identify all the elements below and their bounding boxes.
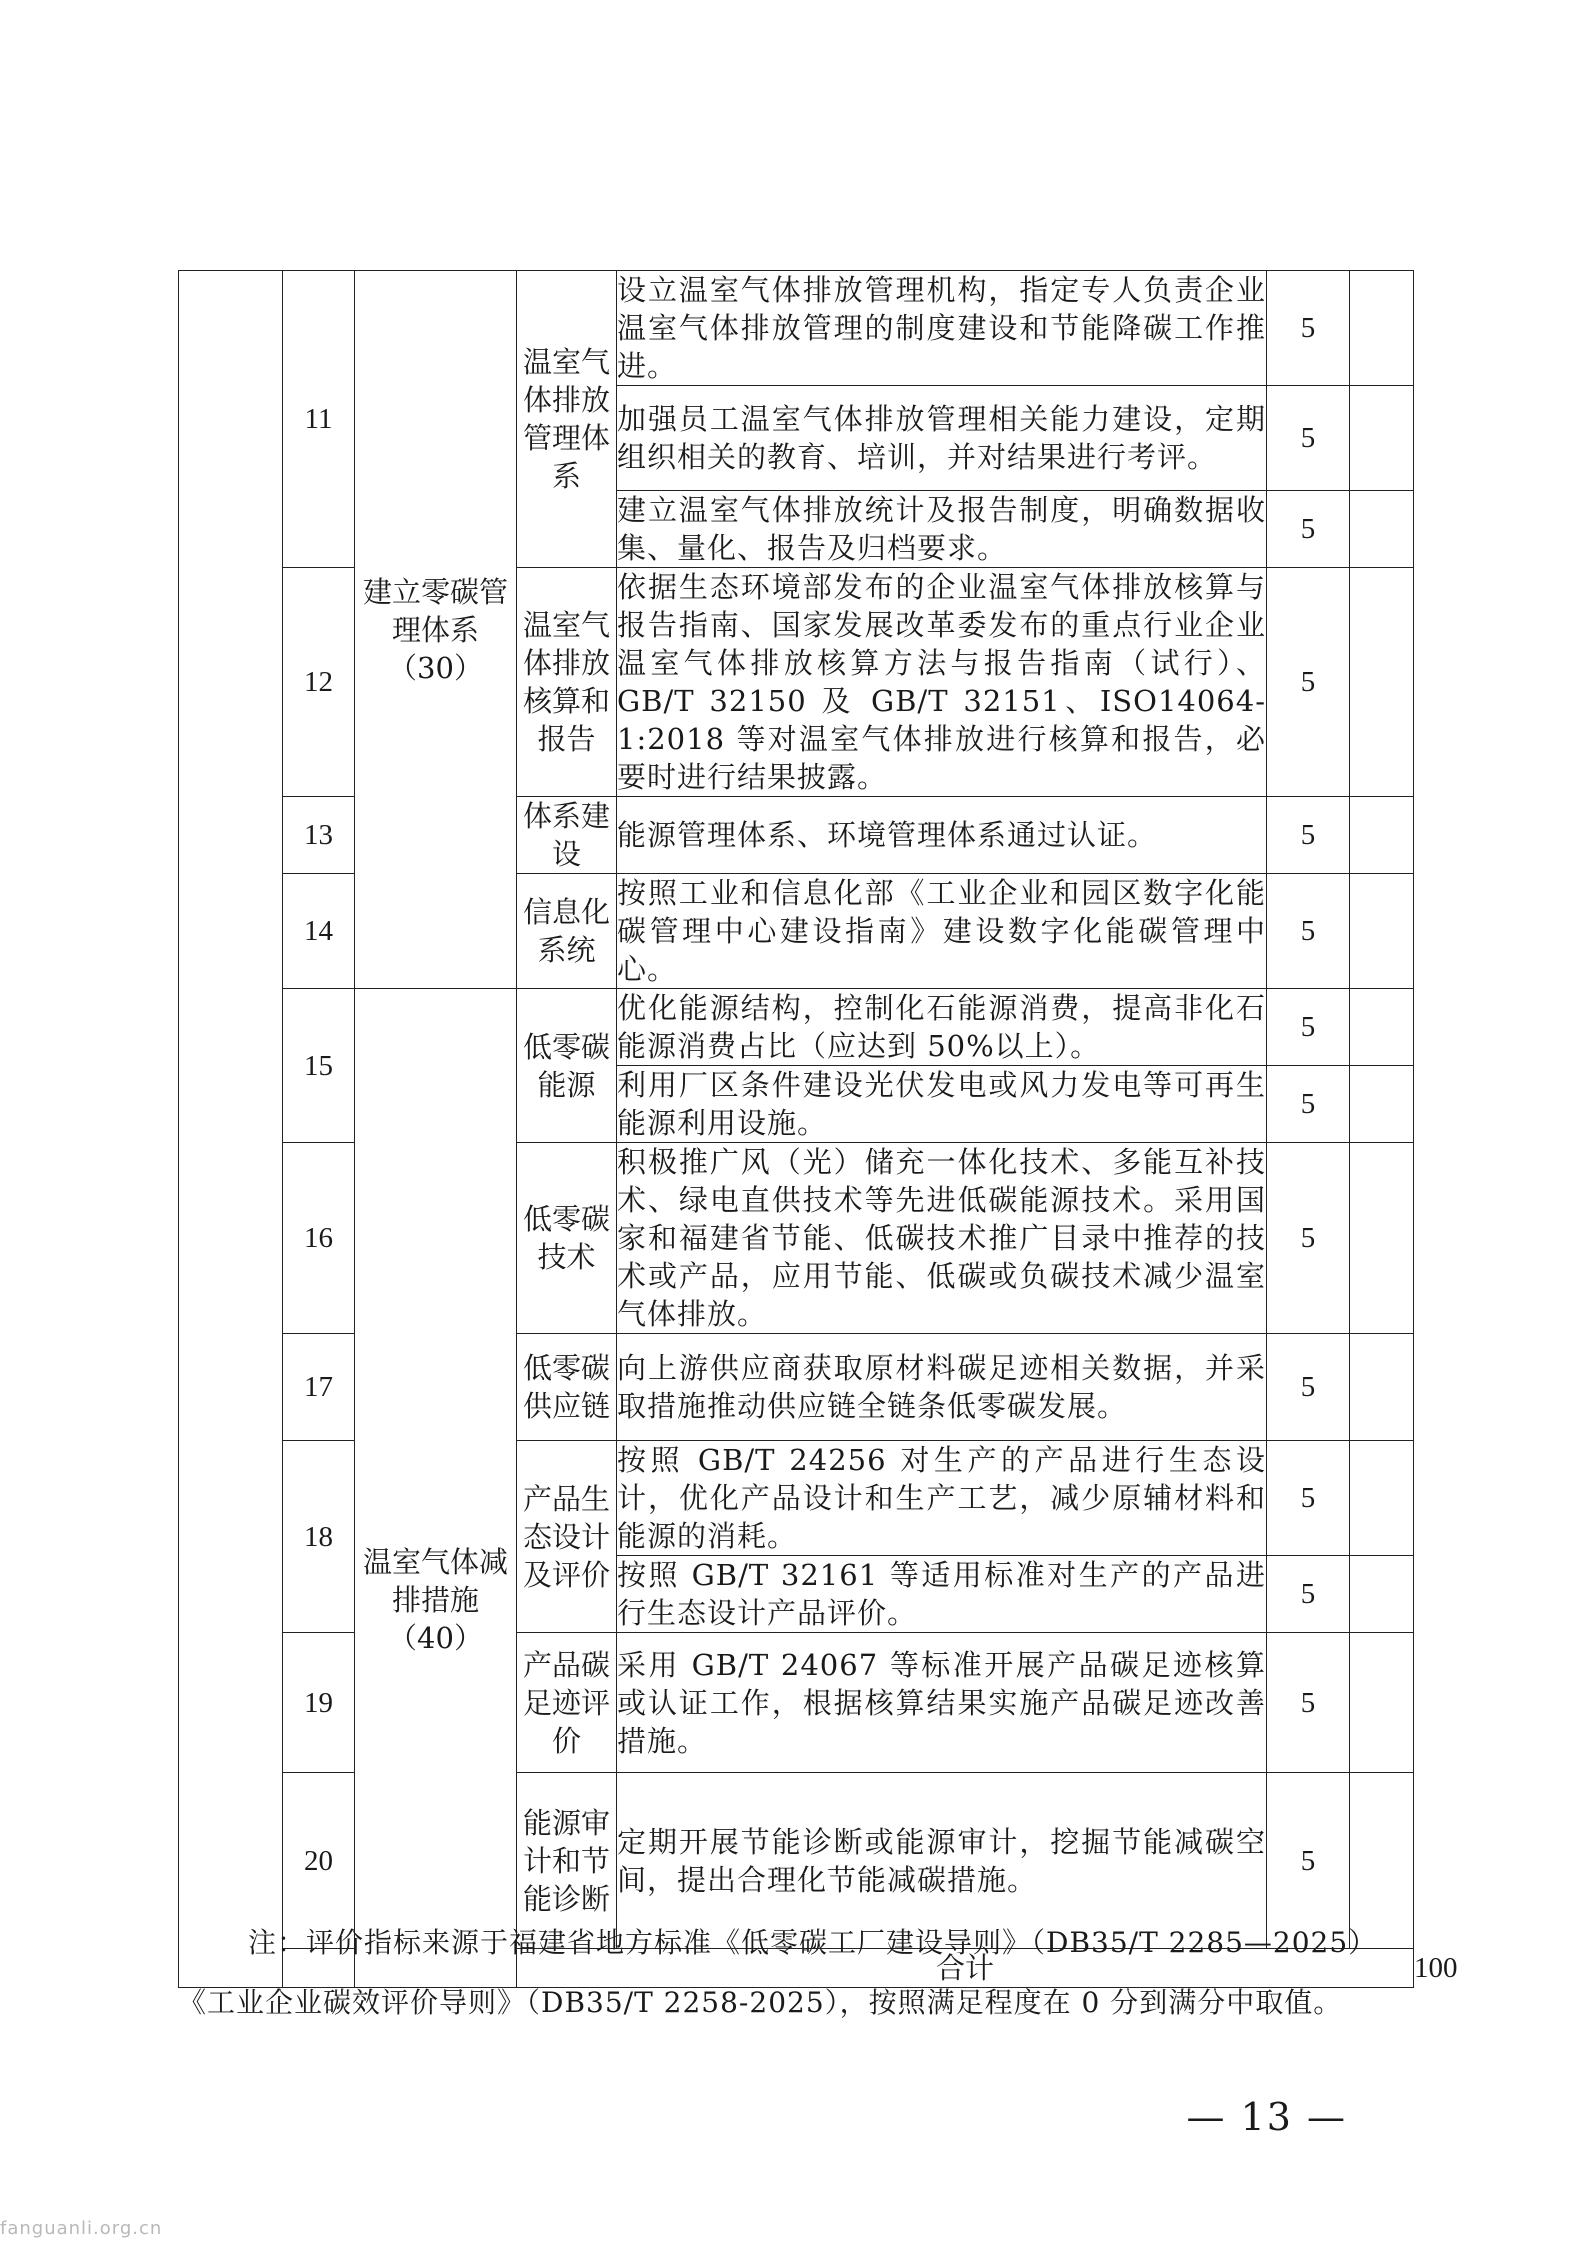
row-number: 11 bbox=[283, 271, 355, 568]
subcategory: 低零碳技术 bbox=[517, 1143, 617, 1334]
subcategory: 产品碳足迹评价 bbox=[517, 1633, 617, 1773]
blank-first-column bbox=[179, 271, 283, 1988]
score: 5 bbox=[1267, 386, 1350, 491]
requirement: 采用 GB/T 24067 等标准开展产品碳足迹核算或认证工作，根据核算结果实施产品碳足迹改善措施。 bbox=[617, 1633, 1267, 1773]
score: 5 bbox=[1267, 989, 1350, 1066]
requirement: 优化能源结构，控制化石能源消费，提高非化石能源消费占比（应达到 50%以上）。 bbox=[617, 989, 1267, 1066]
score: 5 bbox=[1267, 568, 1350, 797]
subcategory: 信息化系统 bbox=[517, 874, 617, 989]
requirement: 利用厂区条件建设光伏发电或风力发电等可再生能源利用设施。 bbox=[617, 1066, 1267, 1143]
blank-cell bbox=[1350, 1066, 1414, 1143]
footnote: 注：评价指标来源于福建省地方标准《低零碳工厂建设导则》（DB35/T 2285—2025）《工业企业碳效评价导则》（DB35/T 2258-2025），按照满足程度在 0 分到满分中取值。 bbox=[178, 1926, 1378, 2019]
blank-cell bbox=[1350, 1556, 1414, 1633]
row-number: 12 bbox=[283, 568, 355, 797]
requirement: 按照工业和信息化部《工业企业和园区数字化能碳管理中心建设指南》建设数字化能碳管理中心。 bbox=[617, 874, 1267, 989]
score: 5 bbox=[1267, 1773, 1350, 1949]
category-reduction: 温室气体减排措施（40） bbox=[355, 989, 517, 1988]
requirement: 向上游供应商获取原材料碳足迹相关数据，并采取措施推动供应链全链条低零碳发展。 bbox=[617, 1334, 1267, 1441]
blank-cell bbox=[1350, 1633, 1414, 1773]
blank-cell bbox=[1350, 271, 1414, 386]
row-number: 14 bbox=[283, 874, 355, 989]
score: 5 bbox=[1267, 1143, 1350, 1334]
requirement: 加强员工温室气体排放管理相关能力建设，定期组织相关的教育、培训，并对结果进行考评。 bbox=[617, 386, 1267, 491]
blank-cell bbox=[1350, 1441, 1414, 1556]
blank-cell bbox=[1350, 1334, 1414, 1441]
subcategory: 能源审计和节能诊断 bbox=[517, 1773, 617, 1949]
total-row: 合计 100 bbox=[179, 1949, 1414, 1988]
watermark: fanguanli.org.cn bbox=[0, 2218, 163, 2239]
page-number: — 13 — bbox=[1186, 2095, 1347, 2139]
subcategory: 产品生态设计及评价 bbox=[517, 1441, 617, 1633]
blank-cell bbox=[1350, 386, 1414, 491]
blank-cell bbox=[1350, 491, 1414, 568]
blank-cell bbox=[1350, 874, 1414, 989]
row-number: 17 bbox=[283, 1334, 355, 1441]
row-number: 19 bbox=[283, 1633, 355, 1773]
requirement: 定期开展节能诊断或能源审计，挖掘节能减碳空间，提出合理化节能减碳措施。 bbox=[617, 1773, 1267, 1949]
score: 5 bbox=[1267, 797, 1350, 874]
row-number: 15 bbox=[283, 989, 355, 1143]
evaluation-table bbox=[178, 270, 1458, 1988]
requirement: 按照 GB/T 24256 对生产的产品进行生态设计，优化产品设计和生产工艺，减少原辅材料和能源的消耗。 bbox=[617, 1441, 1267, 1556]
score: 5 bbox=[1267, 1441, 1350, 1556]
row-number: 20 bbox=[283, 1773, 355, 1949]
score: 5 bbox=[1267, 271, 1350, 386]
score: 5 bbox=[1267, 874, 1350, 989]
requirement: 积极推广风（光）储充一体化技术、多能互补技术、绿电直供技术等先进低碳能源技术。采用国家和福建省节能、低碳技术推广目录中推荐的技术或产品，应用节能、低碳或负碳技术减少温室气体排放。 bbox=[617, 1143, 1267, 1334]
score: 5 bbox=[1267, 1633, 1350, 1773]
requirement: 建立温室气体排放统计及报告制度，明确数据收集、量化、报告及归档要求。 bbox=[617, 491, 1267, 568]
blank-cell bbox=[1350, 797, 1414, 874]
row-number: 13 bbox=[283, 797, 355, 874]
category-management: 建立零碳管理体系（30） bbox=[355, 271, 517, 989]
blank-cell bbox=[1350, 989, 1414, 1066]
subcategory: 低零碳能源 bbox=[517, 989, 617, 1143]
table-row bbox=[179, 989, 1414, 1066]
score: 5 bbox=[1267, 491, 1350, 568]
blank-cell bbox=[1350, 1143, 1414, 1334]
subcategory: 温室气体排放核算和报告 bbox=[517, 568, 617, 797]
row-number: 16 bbox=[283, 1143, 355, 1334]
score: 5 bbox=[1267, 1066, 1350, 1143]
table-row bbox=[179, 271, 1414, 386]
subcategory: 体系建设 bbox=[517, 797, 617, 874]
blank-cell bbox=[1350, 568, 1414, 797]
requirement: 依据生态环境部发布的企业温室气体排放核算与报告指南、国家发展改革委发布的重点行业企业温室气体排放核算方法与报告指南（试行）、GB/T 32150 及 GB/T 32151、ISO14064-1:2018 等对温室气体排放进行核算和报告，必要时进行结果披露。 bbox=[617, 568, 1267, 797]
requirement: 设立温室气体排放管理机构，指定专人负责企业温室气体排放管理的制度建设和节能降碳工作推进。 bbox=[617, 271, 1267, 386]
score: 5 bbox=[1267, 1556, 1350, 1633]
row-number: 18 bbox=[283, 1441, 355, 1633]
requirement: 按照 GB/T 32161 等适用标准对生产的产品进行生态设计产品评价。 bbox=[617, 1556, 1267, 1633]
total-label: 合计 bbox=[517, 1949, 1414, 1988]
subcategory: 低零碳供应链 bbox=[517, 1334, 617, 1441]
requirement: 能源管理体系、环境管理体系通过认证。 bbox=[617, 797, 1267, 874]
score: 5 bbox=[1267, 1334, 1350, 1441]
subcategory: 温室气体排放管理体系 bbox=[517, 271, 617, 568]
